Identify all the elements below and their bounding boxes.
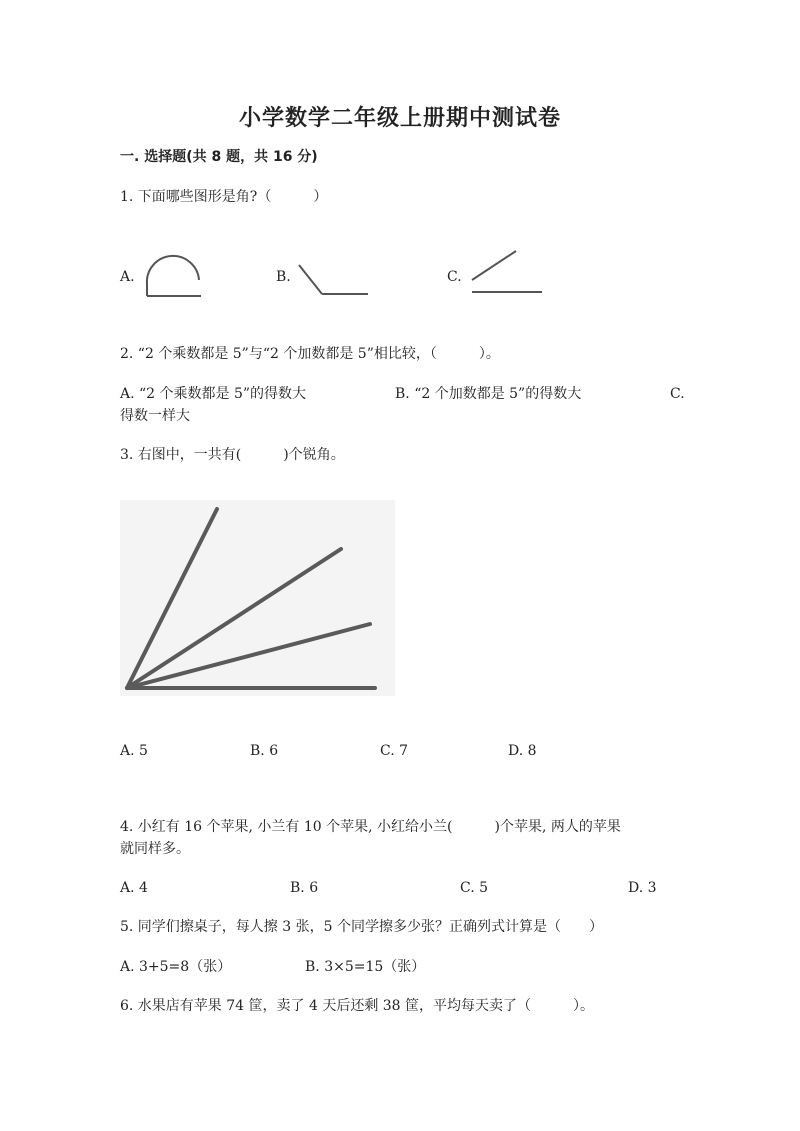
q4-option-c[interactable]: C. 5 xyxy=(460,880,489,896)
q3-option-d[interactable]: D. 8 xyxy=(508,743,537,759)
q3-angle-figure xyxy=(120,500,400,700)
question-4-stem-cont: 就同样多。 xyxy=(120,841,190,857)
q5-option-a[interactable]: A. 3+5=8（张） xyxy=(120,959,232,975)
question-1-stem: 1. 下面哪些图形是角?（ ） xyxy=(120,189,328,205)
q2-option-a[interactable]: A. “2 个乘数都是 5”的得数大 xyxy=(120,386,307,402)
q2-option-b[interactable]: B. “2 个加数都是 5”的得数大 xyxy=(395,386,582,402)
question-3-stem: 3. 右图中，一共有( )个锐角。 xyxy=(120,447,345,463)
q4-option-a[interactable]: A. 4 xyxy=(120,880,148,896)
q5-option-b[interactable]: B. 3×5=15（张） xyxy=(305,959,426,975)
q1-option-c-figure xyxy=(468,248,548,298)
q3-option-b[interactable]: B. 6 xyxy=(250,743,279,759)
question-2-stem: 2. “2 个乘数都是 5”与“2 个加数都是 5”相比较，（ ）。 xyxy=(120,346,500,362)
q1-option-a-figure xyxy=(140,258,210,300)
question-6-stem: 6. 水果店有苹果 74 筐，卖了 4 天后还剩 38 筐，平均每天卖了（ ）。 xyxy=(120,998,595,1014)
q1-option-c-label[interactable]: C. xyxy=(447,269,462,285)
q3-option-c[interactable]: C. 7 xyxy=(380,743,409,759)
q2-option-c-text: 得数一样大 xyxy=(120,408,190,424)
q4-option-d[interactable]: D. 3 xyxy=(628,880,657,896)
question-5-stem: 5. 同学们擦桌子，每人擦 3 张，5 个同学擦多少张？正确列式计算是（ ） xyxy=(120,919,603,935)
q3-option-a[interactable]: A. 5 xyxy=(120,743,148,759)
q1-option-b-label[interactable]: B. xyxy=(276,269,291,285)
q4-option-b[interactable]: B. 6 xyxy=(290,880,319,896)
q2-option-c[interactable]: C. xyxy=(670,386,685,402)
section-heading: 一. 选择题(共 8 题，共 16 分) xyxy=(120,149,318,165)
q1-option-a-label[interactable]: A. xyxy=(120,269,135,285)
question-4-stem: 4. 小红有 16 个苹果, 小兰有 10 个苹果, 小红给小兰( )个苹果, 两人的苹果 xyxy=(120,819,621,835)
q1-option-b-figure xyxy=(295,258,375,300)
page-title: 小学数学二年级上册期中测试卷 xyxy=(238,106,561,131)
